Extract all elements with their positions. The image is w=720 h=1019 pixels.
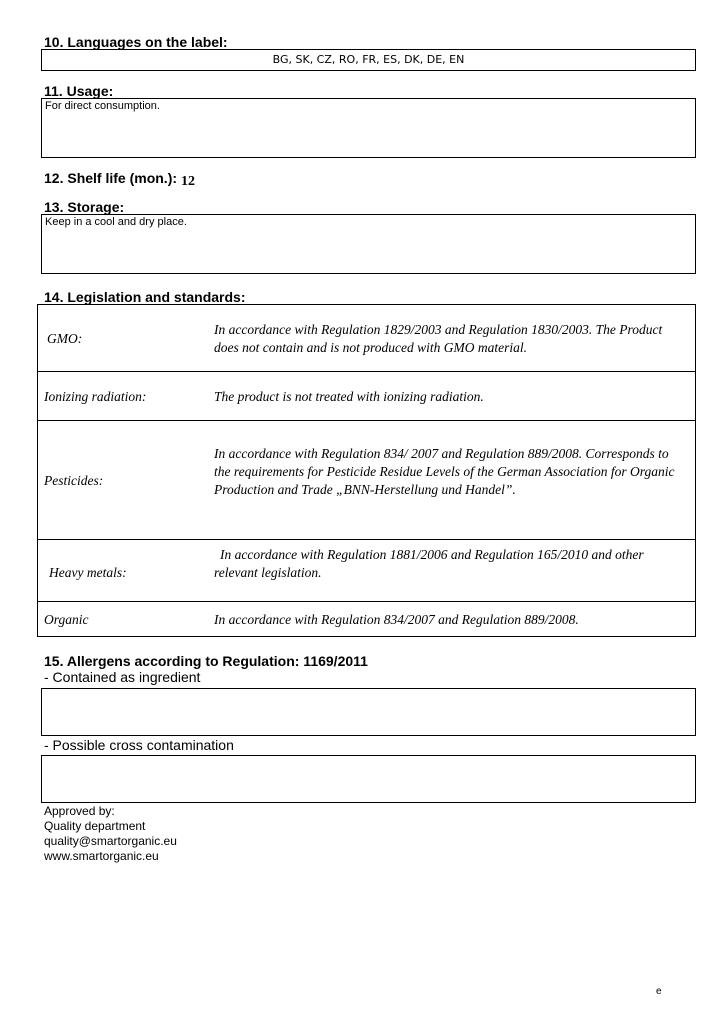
usage-value: For direct consumption.: [45, 100, 160, 112]
organic-text: In accordance with Regulation 834/2007 and Regulation 889/2008.: [214, 612, 579, 627]
footer-mark: e: [656, 986, 662, 997]
row-divider: [37, 601, 696, 602]
heavy-metals-text: In accordance with Regulation 1881/2006 and Regulation 165/2010 and other relevant legislation.: [214, 547, 644, 580]
row-divider: [37, 420, 696, 421]
pesticides-text: In accordance with Regulation 834/ 2007 and Regulation 889/2008. Corresponds to the requirements for Pesticide Residue Levels of the German Association for Organic Production and Trade „BNN-Herstellung und Handel”.: [214, 446, 675, 497]
row-divider: [37, 539, 696, 540]
storage-box: [41, 214, 696, 274]
usage-box: [41, 98, 696, 158]
allergens-cross-label: - Possible cross contamination: [44, 737, 234, 753]
gmo-text: In accordance with Regulation 1829/2003 and Regulation 1830/2003. The Product does not contain and is not produced with GMO material.: [214, 322, 663, 355]
pesticides-label: Pesticides:: [44, 473, 104, 488]
ionizing-text: The product is not treated with ionizing radiation.: [214, 389, 484, 404]
storage-value: Keep in a cool and dry place.: [45, 216, 187, 228]
quality-department: Quality department: [44, 819, 146, 833]
usage-heading: 11. Usage:: [44, 83, 114, 99]
heavy-metals-label: Heavy metals:: [49, 565, 127, 580]
gmo-label: GMO:: [47, 331, 83, 346]
approval-email: quality@smartorganic.eu: [44, 834, 177, 848]
languages-box: [41, 49, 696, 71]
approval-website: www.smartorganic.eu: [44, 849, 159, 863]
ionizing-label: Ionizing radiation:: [44, 389, 147, 404]
languages-heading: 10. Languages on the label:: [44, 34, 228, 50]
storage-heading: 13. Storage:: [44, 199, 125, 215]
allergens-cross-box: [41, 755, 696, 803]
organic-label: Organic: [44, 612, 89, 627]
languages-value: BG, SK, CZ, RO, FR, ES, DK, DE, EN: [272, 53, 465, 66]
shelf-life-value: 12: [181, 174, 196, 189]
row-divider: [37, 371, 696, 372]
allergens-contained-label: - Contained as ingredient: [44, 669, 201, 685]
approval-block: [44, 804, 177, 864]
allergens-contained-box: [41, 688, 696, 736]
approved-by-label: Approved by:: [44, 804, 115, 818]
legislation-heading: 14. Legislation and standards:: [44, 289, 246, 305]
shelf-life-row: [44, 170, 195, 188]
shelf-life-heading: 12. Shelf life (mon.):: [44, 170, 178, 186]
allergens-heading: 15. Allergens according to Regulation: 1169/2011: [44, 653, 368, 669]
